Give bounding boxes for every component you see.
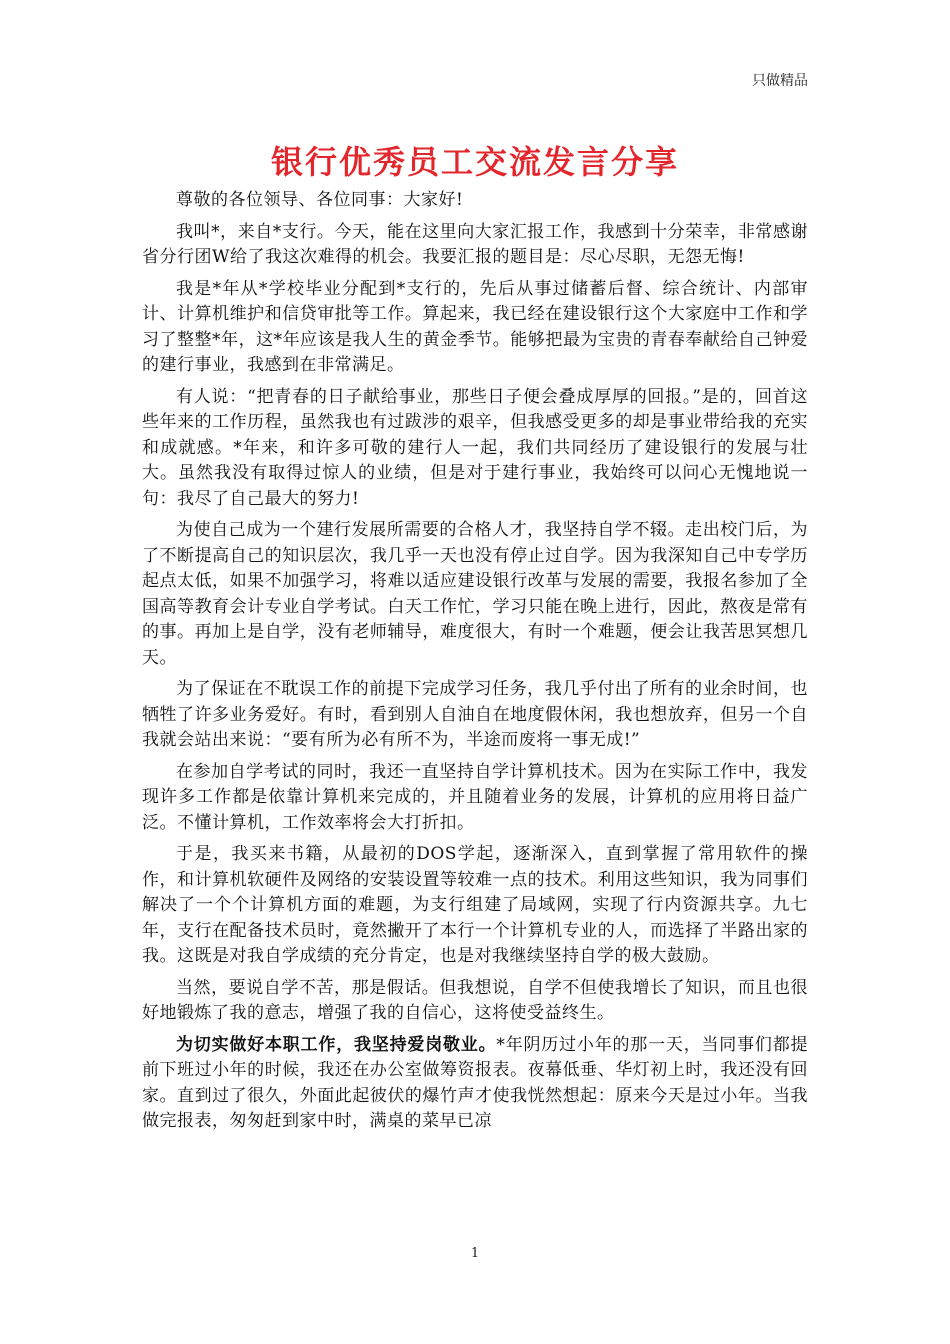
paragraph-computer-study: [142, 760, 808, 837]
paragraph-reflection: [142, 385, 808, 513]
paragraph-text: 于是，我买来书籍，从最初的DOS学起，逐渐深入，直到掌握了常用软件的操作，和计算机软硬件及网络的安装设置等较难一点的技术。利用这些知识，我为同事们解决了一个个计算机方面的难题，为支行组建了局域网，实现了行内资源共享。九七年，支行在配备技术员时，竟然撇开了本行一个计算机专业的人，而选择了半路出家的我。这既是对我自学成绩的充分肯定，也是对我继续坚持自学的极大鼓励。: [142, 844, 808, 966]
paragraph-sacrifice: [142, 677, 808, 754]
paragraph-dedication: [142, 1033, 808, 1135]
paragraph-text: 为使自己成为一个建行发展所需要的合格人才，我坚持自学不辍。走出校门后，为了不断提高自己的知识层次，我几乎一天也没有停止过自学。因为我深知自己中专学历起点太低，如果不加强学习，将难以适应建设银行改革与发展的需要，我报名参加了全国高等教育会计专业自学考试。白天工作忙，学习只能在晚上进行，因此，熬夜是常有的事。再加上是自学，没有老师辅导，难度很大，有时一个难题，便会让我苦思冥想几天。: [142, 520, 808, 668]
document-body: [142, 188, 808, 1141]
paragraph-text: 为了保证在不耽误工作的前提下完成学习任务，我几乎付出了所有的业余时间，也牺牲了许多业务爱好。有时，看到别人自油自在地度假休闲，我也想放弃，但另一个自我就会站出来说：“要有所为必有所不为，半途而废将一事无成!”: [142, 679, 808, 750]
document-title: 银行优秀员工交流发言分享: [270, 143, 679, 181]
paragraph-lead: 为切实做好本职工作，我坚持爱岗敬业。: [176, 1034, 497, 1055]
paragraph-introduction: [142, 220, 808, 271]
paragraph-work-history: [142, 277, 808, 379]
paragraph-text: 有人说：“把青春的日子献给事业，那些日子便会叠成厚厚的回报。”是的，回首这些年来的工作历程，虽然我也有过跋涉的艰辛，但我感受更多的却是事业带给我的充实和成就感。*年来，和许多可敬的建行人一起，我们共同经历了建设银行的发展与壮大。虽然我没有取得过惊人的业绩，但是对于建行事业，我始终可以问心无愧地说一句：我尽了自己最大的努力!: [142, 386, 808, 509]
paragraph-text: 我是*年从*学校毕业分配到*支行的，先后从事过储蓄后督、综合统计、内部审计、计算机维护和信贷审批等工作。算起来，我已经在建设银行这个大家庭中工作和学习了整整*年，这*年应该是我人生的黄金季节。能够把最为宝贵的青春奉献给自己钟爱的建行事业，我感到在非常满足。: [142, 278, 808, 375]
paragraph-text: 尊敬的各位领导、各位同事：大家好!: [176, 190, 464, 210]
paragraph-greeting: [142, 188, 808, 214]
paragraph-text: 我叫*，来自*支行。今天，能在这里向大家汇报工作，我感到十分荣幸，非常感谢省分行团W给了我这次难得的机会。我要汇报的题目是：尽心尽职，无怨无悔!: [142, 221, 808, 267]
paragraph-computer-skills: [142, 842, 808, 970]
paragraph-self-study: [142, 518, 808, 671]
paragraph-hardship: [142, 976, 808, 1027]
paragraph-text: *年阴历过小年的那一天，当同事们都提前下班过小年的时候，我还在办公室做筹资报表。夜幕低垂、华灯初上时，我还没有回家。直到过了很久，外面此起彼伏的爆竹声才使我恍然想起：原来今天是过小年。当我做完报表，匆匆赶到家中时，满桌的菜早已凉: [142, 1034, 809, 1131]
paragraph-text: 当然，要说自学不苦，那是假话。但我想说，自学不但使我增长了知识，而且也很好地锻炼了我的意志，增强了我的自信心，这将使受益终生。: [142, 977, 808, 1023]
page-number: 1: [470, 1246, 480, 1261]
header-note: 只做精品: [752, 73, 808, 89]
paragraph-text: 在参加自学考试的同时，我还一直坚持自学计算机技术。因为在实际工作中，我发现许多工作都是依靠计算机来完成的，并且随着业务的发展，计算机的应用将日益广泛。不懂计算机，工作效率将会大打折扣。: [142, 761, 808, 833]
